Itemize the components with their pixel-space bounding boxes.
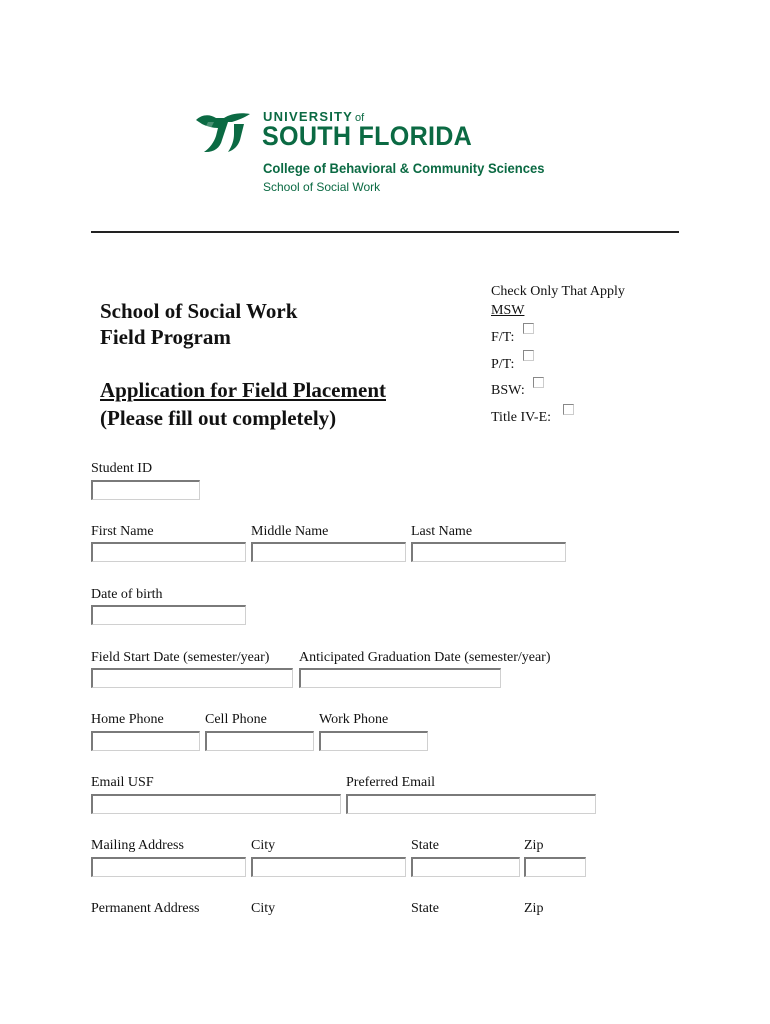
dob-input[interactable] [91,605,246,625]
title-ive-checkbox[interactable] [563,404,574,415]
student-id-label: Student ID [91,461,153,476]
title-ive-label: Title IV-E: [491,410,552,425]
preferred-email-input[interactable] [346,794,596,814]
mailing-address-label: Mailing Address [91,838,184,853]
middle-name-label: Middle Name [251,524,329,539]
bsw-checkbox[interactable] [533,377,544,388]
home-phone-label: Home Phone [91,712,164,727]
program-title-line1: School of Social Work [100,299,298,323]
logo-south-florida-text: SOUTH FLORIDA [262,121,473,151]
permanent-zip-label: Zip [524,901,544,916]
work-phone-label: Work Phone [319,712,389,727]
application-title: Application for Field Placement [100,378,386,402]
mailing-zip-label: Zip [524,838,544,853]
logo-university-text: UNIVERSITY of [263,109,365,124]
cell-phone-label: Cell Phone [205,712,267,727]
last-name-label: Last Name [411,524,473,539]
graduation-date-input[interactable] [299,668,501,688]
mailing-city-input[interactable] [251,857,406,877]
dob-label: Date of birth [91,587,163,602]
check-heading: Check Only That Apply [491,284,625,299]
cell-phone-input[interactable] [205,731,314,751]
mailing-city-label: City [251,838,276,853]
pt-checkbox[interactable] [523,350,534,361]
header-divider [91,231,679,233]
permanent-state-label: State [411,901,439,916]
application-subtitle: (Please fill out completely) [100,406,337,430]
home-phone-input[interactable] [91,731,200,751]
mailing-address-input[interactable] [91,857,246,877]
usf-bull-logo-icon [194,110,252,154]
mailing-state-input[interactable] [411,857,520,877]
field-start-date-label: Field Start Date (semester/year) [91,650,270,665]
last-name-input[interactable] [411,542,566,562]
first-name-input[interactable] [91,542,246,562]
middle-name-input[interactable] [251,542,406,562]
graduation-date-label: Anticipated Graduation Date (semester/year) [299,650,551,665]
student-id-input[interactable] [91,480,200,500]
field-start-date-input[interactable] [91,668,293,688]
mailing-zip-input[interactable] [524,857,586,877]
work-phone-input[interactable] [319,731,428,751]
email-usf-input[interactable] [91,794,341,814]
logo-school-text: School of Social Work [263,180,381,194]
msw-label: MSW [491,303,525,318]
program-title-line2: Field Program [100,325,231,349]
bsw-label: BSW: [491,383,525,398]
ft-checkbox[interactable] [523,323,534,334]
first-name-label: First Name [91,524,154,539]
permanent-city-label: City [251,901,276,916]
email-usf-label: Email USF [91,775,154,790]
logo-college-text: College of Behavioral & Community Sciences [263,160,545,176]
ft-label: F/T: [491,330,515,345]
preferred-email-label: Preferred Email [346,775,436,790]
pt-label: P/T: [491,357,515,372]
mailing-state-label: State [411,838,439,853]
permanent-address-label: Permanent Address [91,901,200,916]
